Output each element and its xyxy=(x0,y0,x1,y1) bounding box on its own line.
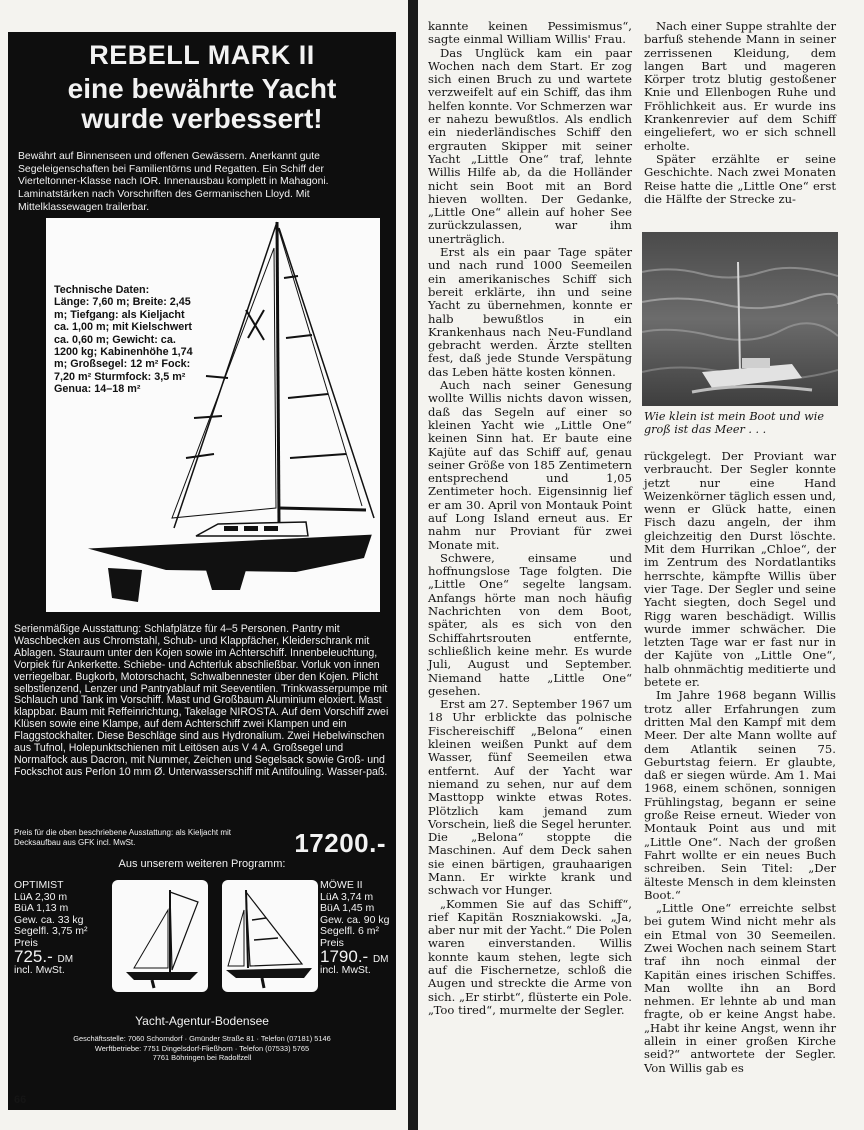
standard-equipment-text: Serienmäßige Ausstattung: Schlafplätze für 4–5 Personen. Pantry mit Waschbecken aus Chromstahl, Schub- und Klappfächer, Kleiderschrank mit Ablagen. Stauraum unter den Kojen sowie im Achterschiff. Innenbeleuchtung, Vorpiek für Ankerkette. Schiebe- und Achterluk abschließbar. Vorluk von innen verriegelbar. Bugkorb, Motorschacht, Schwalbennester über den Kojen. Plicht selbstlenzend, Lenzer und Pantryablauf mit Seeventilen. Trinkwasserpumpe mit Schlauch und Tank im Vorschiff. Mast und Großbaum Aluminium eloxiert. Mast klappbar. Baum mit Reffeinrichtung, Takelage NIROSTA. Auf dem Vorschiff zwei Klüsen sowie eine Klampe, auf dem Achterschiff zwei Klampen und ein Flaggstockhalter. Diese Beschläge sind aus Hydronalium. Zwei Hebelwinschen aus Tufnol, Holepunktschienen mit Leitösen aus V 4 A. Großsegel und Normalfock aus Dacron, mit Nummer, Zeichen und Segelsack sowie Groß- und Fockschot aus Perlon 10 mm Ø. Unterwasserschiff mit Antifouling. Wasser-paß. xyxy=(14,623,389,778)
article-paragraph: „Little One“ erreichte selbst bei gutem Wind nicht mehr als ein Etmal von 30 Seemeilen. Zwei Wochen nach seinem Start traf ihn noch einmal der Kapitän eines irischen Schiffes. Man wollte ihn an Bord nehmen. Er lehnte ab und man fragte, ob er keine Angst habe. „Habt ihr keine Angst, wenn ihr allein in einer großen Kirche seid?“ antwortete der Segler. Von Willis gab es xyxy=(644,901,836,1075)
agency-address-shipyard: Werftbetriebe: 7751 Dingelsdorf-Fließhorn · Telefon (07533) 5765 xyxy=(94,1043,310,1053)
optimist-specs xyxy=(14,880,112,977)
article-column-2-bottom xyxy=(644,450,836,1075)
article-column-1 xyxy=(428,20,632,1017)
article-paragraph: Erst am 27. September 1967 um 18 Uhr erblickte das polnische Fischereischiff „Belona“ einen kleinen weißen Punkt auf dem Wasser, fünf Seemeilen etwa entfernt. Auf der Yacht war niemand zu sehen, nur auf dem Masttopp winkte etwas Rotes. Plötzlich kam jemand zum Vorschein, ließ die Segel herunter. Die „Belona“ stoppte die Maschinen. Auf dem Deck sahen sie einen bärtigen, grauhaarigen Mann. Er wirkte krank und schwach vor Hunger. xyxy=(428,697,632,898)
agency-name: Yacht-Agentur-Bodensee xyxy=(135,1014,269,1028)
ad-headline-3: wurde verbessert! xyxy=(81,103,323,134)
moewe-name: MÖWE II xyxy=(320,879,363,891)
photo-caption: Wie klein ist mein Boot und wie groß ist das Meer . . . xyxy=(644,410,824,436)
optimist-price-label: Preis xyxy=(14,936,38,949)
optimist-name: OPTIMIST xyxy=(14,879,64,891)
moewe-illustration xyxy=(222,880,318,992)
article-paragraph: Erst als ein paar Tage später und nach rund 1000 Seemeilen ein amerikanisches Schiff sich bereit erklärte, ihn und seine Yacht zu übernehmen, konnte er halb bewußtlos in ein Krankenhaus nach Neu-Fundland gebracht werden. Ärzte stellten fest, daß jede Stunde Verspätung das Leben hätte kosten können. xyxy=(428,245,632,379)
optimist-beam: BüA 1,13 m xyxy=(14,902,69,915)
price-note: Preis für die oben beschriebene Ausstattung: als Kieljacht mit Decksaufbau aus GFK incl. MwSt. xyxy=(14,828,232,847)
article-paragraph: Nach einer Suppe strahlte der barfuß stehende Mann in seiner zerrissenen Kleidung, dem langen Bart und mageren Körper trotz blutig gestoßener Knie und Ellenbogen Ruhe und Fröhlichkeit aus. Er wurde ins Krankenrevier auf dem Schiff eingeliefert, wo er sich schnell erholte. xyxy=(644,19,836,153)
moewe-price-label: Preis xyxy=(320,936,344,949)
agency-addresses xyxy=(8,1034,396,1063)
article-paragraph: Später erzählte er seine Geschichte. Nach zwei Monaten Reise hatte die „Little One“ erst die Hälfte der Strecke zu- xyxy=(644,151,836,206)
moewe-price-unit: DM xyxy=(372,953,389,965)
sailboat-drawing xyxy=(46,218,380,612)
article-paragraph: Schwere, einsame und hoffnungslose Tage folgten. Die „Little One“ segelte langsam. Anfangs hörte man noch häufig Nachrichten von dem Boot, später, als es sich von den Schiffahrtsrouten entfernte, schließlich keine mehr. Es wurde Juli, August und September. Niemand hatte „Little One“ gesehen. xyxy=(428,550,632,698)
moewe-tax: incl. MwSt. xyxy=(320,964,371,977)
ad-intro-text: Bewährt auf Binnenseen und offenen Gewässern. Anerkannt gute Segeleigenschaften bei Familientörns und Regatten. Ein Schiff der Vierteltonner-Klasse nach IOR. Innenausbau komplett in Mahagoni. Laminatstärken nach Vorschriften des Germanischen Lloyd. Mit Mittelklassewagen trailerbar. xyxy=(18,151,329,213)
article-paragraph: rückgelegt. Der Proviant war verbraucht. Der Segler konnte jetzt nur eine Hand Weizenkörner täglich essen und, wenn er Glück hatte, einen Fisch dazu angeln, der ihm gleichzeitig den Durst löschte. Mit dem Hurrikan „Chloe“, der im Zentrum des Nordatlantiks herrschte, kämpfte Willis über vier Tage. Der Segler und seine Yacht siegten, doch Segel und Rigg waren beschädigt. Willis wurde immer schwächer. Die letzten Tage war er fast nur in der Kajüte von „Little One“, halb ohnmächtig meditierte und betete er. xyxy=(644,449,836,690)
optimist-price xyxy=(14,946,112,966)
yacht-illustration-panel xyxy=(46,218,380,612)
article-column-2-top xyxy=(644,20,836,206)
technical-data-text: Länge: 7,60 m; Breite: 2,45 m; Tiefgang: als Kieljacht ca. 1,00 m; mit Kielschwert ca. 0,60 m; Gewicht: ca. 1200 kg; Kabinenhöhe 1,74 m; Großsegel: 12 m² Fock: 7,20 m² Sturmfock: 3,5 m² Genua: 14–18 m² xyxy=(54,296,193,396)
article-paragraph: Auch nach seiner Genesung wollte Willis nichts davon wissen, daß das Segeln auf einer so kleinen Yacht wie „Little One“ keinen Sinn hat. Er baute eine Kajüte auf das Schiff auf, genau seiner Größe von 185 Zentimetern entsprechend und 1,05 Zentimeter hoch. Eigensinnig lief er am 30. April von Montauk Point auf Long Island erneut aus. Er nahm nur Proviant für zwei Monate mit. xyxy=(428,378,632,552)
moewe-beam: BüA 1,45 m xyxy=(320,902,375,915)
moewe-weight: Gew. ca. 90 kg xyxy=(320,913,390,926)
agency-address-office: Geschäftsstelle: 7060 Schorndorf · Gmünder Straße 81 · Telefon (07181) 5146 xyxy=(73,1034,331,1043)
article-paragraph: „Kommen Sie auf das Schiff“, rief Kapitän Roszniakowski. „Ja, aber nur mit der Yacht.“ Die Polen waren einverstanden. Willis konnte kaum stehen, legte sich auf die Fischernetze, schloß die Augen und streckte die Arme von sich. „Er stirbt“, flüsterte ein Pole. „Too tired“, murmelte der Segler. xyxy=(428,896,632,1017)
article-paragraph: Das Unglück kam ein paar Wochen nach dem Start. Er zog sich einen Bruch zu und wartete verzweifelt auf ein Schiff, das ihm helfen konnte. Vor Schmerzen war er nahezu bewußtlos. Als endlich ein niederländisches Schiff den ergrauten Skipper mit seiner Yacht „Little One“ traf, lehnte Willis Hilfe ab, da die Holländer nicht sein Boot mit an Bord hieven wollten. Der Gedanke, „Little One“ allein auf hoher See zurückzulassen, war ihm unerträglich. xyxy=(428,45,632,246)
moewe-length: LüA 3,74 m xyxy=(320,890,374,903)
agency-address-boehringen: 7761 Böhringen bei Radolfzell xyxy=(152,1053,252,1063)
main-price-row xyxy=(14,828,392,858)
optimist-tax: incl. MwSt. xyxy=(14,964,65,977)
main-price: 17200.- xyxy=(294,828,386,858)
optimist-price-unit: DM xyxy=(57,953,74,965)
optimist-illustration xyxy=(112,880,208,992)
advertisement-rebell-mark-ii xyxy=(8,32,396,1110)
optimist-length: LüA 2,30 m xyxy=(14,890,68,903)
moewe-price-value: 1790.- xyxy=(320,946,369,966)
program-title: Aus unserem weiteren Programm: xyxy=(118,858,286,870)
optimist-price-value: 725.- xyxy=(14,946,53,966)
moewe-specs xyxy=(320,880,394,977)
moewe-sail-area: Segelfl. 6 m² xyxy=(320,925,379,938)
sea-photo-little-one xyxy=(642,232,838,406)
article-paragraph: kannte keinen Pessimismus“, sagte einmal William Willis' Frau. xyxy=(428,19,632,47)
moewe-price xyxy=(320,946,394,966)
technical-data xyxy=(54,284,194,396)
page-number: 66 xyxy=(14,1094,27,1106)
sea-photo-drawing xyxy=(642,232,838,406)
article-paragraph: Im Jahre 1968 begann Willis trotz aller Erfahrungen zum dritten Mal den Kampf mit dem Meer. Der alte Mann wollte auf dem Atlantik seinen 75. Geburtstag feiern. Er glaubte, daß er siegen würde. Am 1. Mai 1968, einem schönen, sonnigen Frühlingstag, begann er seine große Reise erneut. Wieder von Montauk Point aus und mit „Little One“. Nach der großen Fahrt wollte er ein neues Buch schreiben. Sein Titel: „Der älteste Mensch in dem kleinsten Boot.“ xyxy=(644,688,836,902)
ad-headline-2: eine bewährte Yacht xyxy=(67,73,337,104)
technical-data-title: Technische Daten: xyxy=(54,284,150,296)
optimist-boat-drawing xyxy=(112,880,208,992)
ad-headline-1: REBELL MARK II xyxy=(89,40,315,70)
page-gutter-divider xyxy=(408,0,418,1130)
moewe-boat-drawing xyxy=(222,880,318,992)
optimist-weight: Gew. ca. 33 kg xyxy=(14,913,84,926)
optimist-sail-area: Segelfl. 3,75 m² xyxy=(14,925,88,938)
